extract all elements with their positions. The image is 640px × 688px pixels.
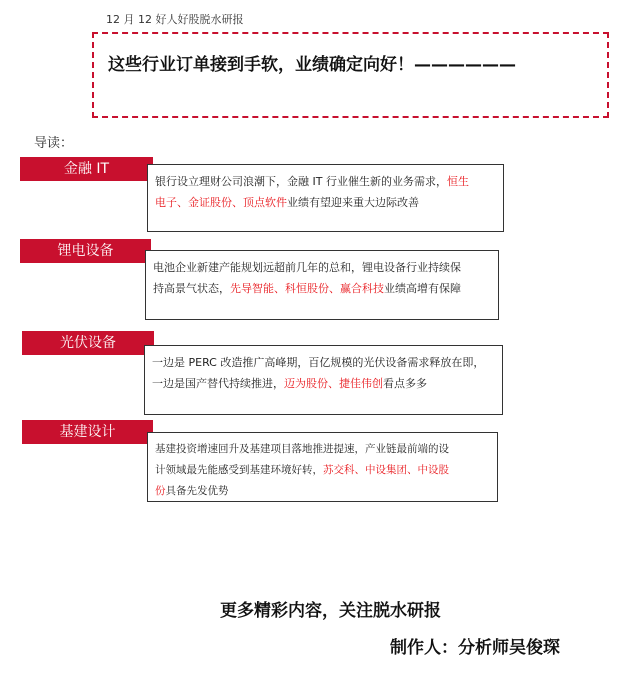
section-tag-fintech: 金融 IT [20,157,153,181]
footer-author: 制作人：分析师吴俊琛 [390,638,560,658]
stock-names: 份 [155,485,166,497]
date-line: 12 月 12 好人好股脱水研报 [106,13,244,26]
section-box-pv [144,345,503,415]
section-text: 业绩高增有保障 [384,282,461,295]
section-text-line [152,373,495,394]
intro-label: 导读： [34,136,74,151]
stock-names: 恒生 [446,175,469,188]
section-text: 一边是国产替代持续推进， [152,377,284,390]
section-text: 具备先发优势 [165,485,229,497]
stock-names: 苏交科、中设集团、中设股 [323,464,449,476]
section-text-line [155,192,496,213]
stock-names: 电子、金证股份、顶点软件 [155,196,287,209]
section-text: 计领域最先能感受到基建环境好转， [155,464,323,476]
section-box-lithium [145,250,499,320]
section-tag-pv: 光伏设备 [22,331,154,355]
section-text-line [155,439,490,460]
headline-frame [92,32,609,118]
section-text-line [155,481,490,502]
headline: 这些行业订单接到手软，业绩确定向好！—————— [108,55,516,75]
section-box-fintech [147,164,504,232]
section-text: 银行设立理财公司浪潮下，金融 IT 行业催生新的业务需求， [155,175,447,188]
section-text-line [153,257,491,278]
section-text-line [155,171,496,192]
stock-names: 先导智能、科恒股份、赢合科技 [230,282,384,295]
stock-names: 迈为股份、捷佳伟创 [284,377,383,390]
section-text: 一边是 PERC 改造推广高峰期，百亿规模的光伏设备需求释放在即， [152,356,485,369]
section-tag-infrastructure: 基建设计 [22,420,153,444]
section-text: 业绩有望迎来重大边际改善 [287,196,419,209]
section-text-line [155,460,490,481]
section-text: 持高景气状态， [153,282,230,295]
footer-follow-text: 更多精彩内容，关注脱水研报 [220,601,441,621]
section-box-infrastructure [147,432,498,502]
section-text-line [152,352,495,373]
section-text-line [153,278,491,299]
section-text: 基建投资增速回升及基建项目落地推进提速，产业链最前端的设 [155,443,449,455]
section-text: 电池企业新建产能规划远超前几年的总和，锂电设备行业持续保 [153,261,461,274]
section-tag-lithium: 锂电设备 [20,239,151,263]
section-text: 看点多多 [383,377,427,390]
